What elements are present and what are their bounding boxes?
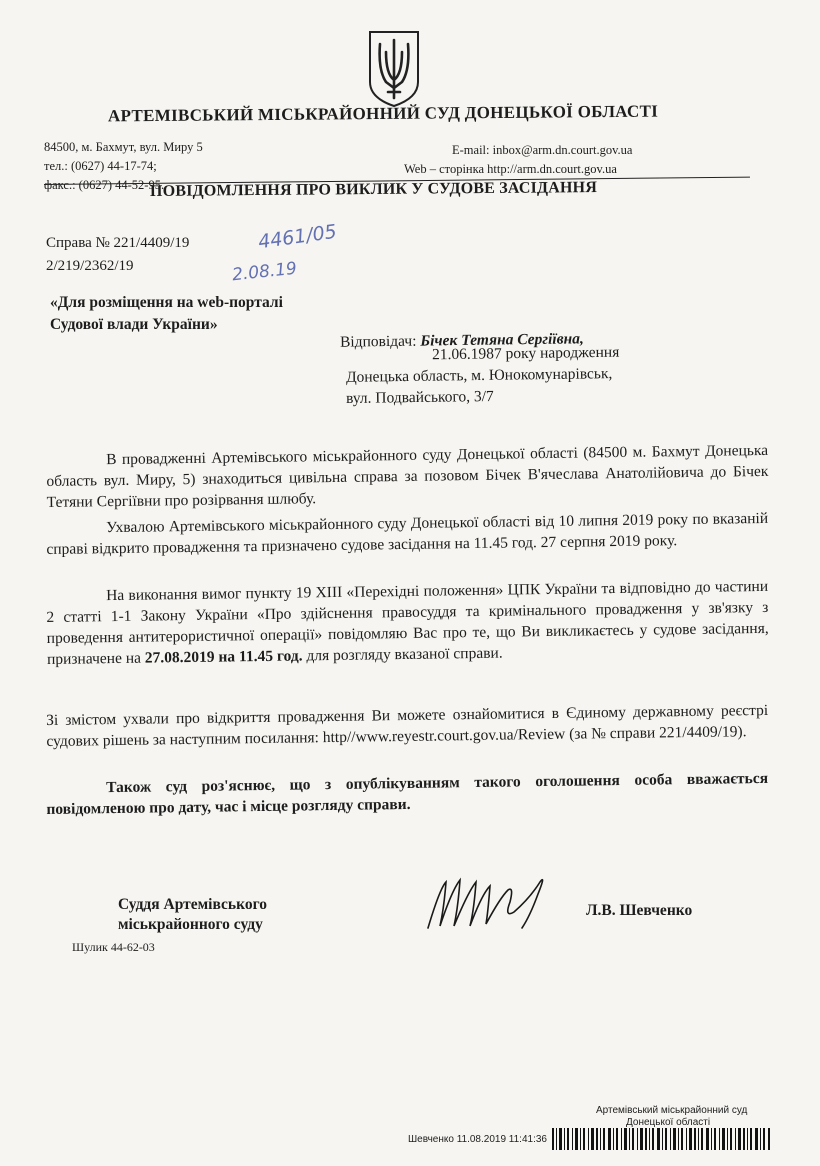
stamp-registered: Шевченко 11.08.2019 11:41:36: [408, 1134, 547, 1145]
paragraph-5-text: Також суд роз'яснює, що з опублікуванням такого оголошення особа вважається повідомленою про дату, час і місце розгляду справи.: [46, 769, 769, 818]
clerk-contact: Шулик 44-62-03: [72, 940, 155, 954]
hearing-conj: на: [214, 648, 240, 666]
respondent-birth: 21.06.1987 року народження: [431, 343, 620, 364]
respondent-address1: Донецька область, м. Юнокомунарівськ,: [345, 365, 613, 386]
handwritten-registration: 4461/05: [256, 220, 339, 254]
paragraph-2-text: Ухвалою Артемівського міськрайонного суду Донецької області від 10 липня 2019 року по вказаній справі відкрито провадження та призначено судове засідання на 11.45 год. 27 серпня 2019 року.: [46, 509, 769, 558]
paragraph-clarification: [46, 768, 769, 820]
respondent-label: Відповідач:: [339, 332, 421, 351]
publication-note-line1: «Для розміщення на web-порталі: [50, 294, 283, 311]
court-name: АРТЕМІВСЬКИЙ МІСЬКРАЙОННИЙ СУД ДОНЕЦЬКОЇ ОБЛАСТІ: [107, 101, 659, 126]
hearing-time: 11.45 год.: [238, 647, 303, 666]
stamp-court-line2: Донецької області: [626, 1117, 711, 1128]
paragraph-summons: [46, 576, 769, 670]
paragraph-registry: [46, 700, 769, 752]
case-number: Справа № 221/4409/19: [46, 235, 190, 251]
judge-role-line1: Суддя Артемівського: [118, 896, 268, 913]
paragraph-proceeding: [46, 440, 769, 513]
respondent-name: Бічек Тетяна Сергіївна,: [420, 330, 584, 350]
court-email: E-mail: inbox@arm.dn.court.gov.ua: [452, 143, 633, 157]
summons-text: На виконання вимог пункту 19 ХІІІ «Перехідні положення» ЦПК України та відповідно до частини 2 статті 1-1 Закону України «Про здійснення правосуддя та кримінального провадження у зв'язку з проведення антитерористичної операції» повідомляю Вас про те, що Ви викликаєтесь у судове засідання, призначене на: [46, 577, 769, 668]
judge-role-line2: міськрайонного суду: [118, 916, 263, 933]
court-web: Web – сторінка http://arm.dn.court.gov.ua: [404, 162, 617, 176]
barcode-icon: [552, 1128, 772, 1150]
court-fax: факс.: (0627) 44-52-95.: [44, 178, 165, 192]
trident-emblem-icon: [366, 30, 422, 108]
paragraph-ruling: [46, 508, 769, 560]
publication-note-line2: Судової влади України»: [50, 316, 218, 333]
paragraph-3-text: [46, 576, 769, 670]
hearing-date: 27.08.2019: [144, 648, 215, 667]
handwritten-signature-icon: [418, 868, 568, 938]
stamp-court-line1: Артемівський міськрайонний суд: [596, 1105, 748, 1116]
court-phone: тел.: (0627) 44-17-74;: [44, 159, 157, 173]
notice-title: ПОВІДОМЛЕННЯ ПРО ВИКЛИК У СУДОВЕ ЗАСІДАННЯ: [149, 179, 598, 200]
respondent-address2: вул. Подвайського, 3/7: [345, 387, 494, 408]
proceeding-number: 2/219/2362/19: [46, 258, 134, 274]
court-address: 84500, м. Бахмут, вул. Миру 5: [44, 140, 203, 154]
paragraph-1-text: В провадженні Артемівського міськрайонного суду Донецької області (84500 м. Бахмут Донецька область вул. Миру, 5) знаходиться цивільна справа за позовом Бічек В'ячеслава Анатолійовича до Бічек Тетяни Сергіївни про розірвання шлюбу.: [46, 441, 769, 511]
judge-name: Л.В. Шевченко: [586, 902, 693, 919]
paragraph-4-text: Зі змістом ухвали про відкриття провадження Ви можете ознайомитися в Єдиному державному реєстрі судових рішень за наступним посилання: http//www.reyestr.court.gov.ua/Review (за № справи 221/4409/19).: [46, 701, 769, 750]
summons-purpose: для розгляду вказаної справи.: [302, 644, 503, 665]
handwritten-date: 2.08.19: [231, 258, 298, 286]
